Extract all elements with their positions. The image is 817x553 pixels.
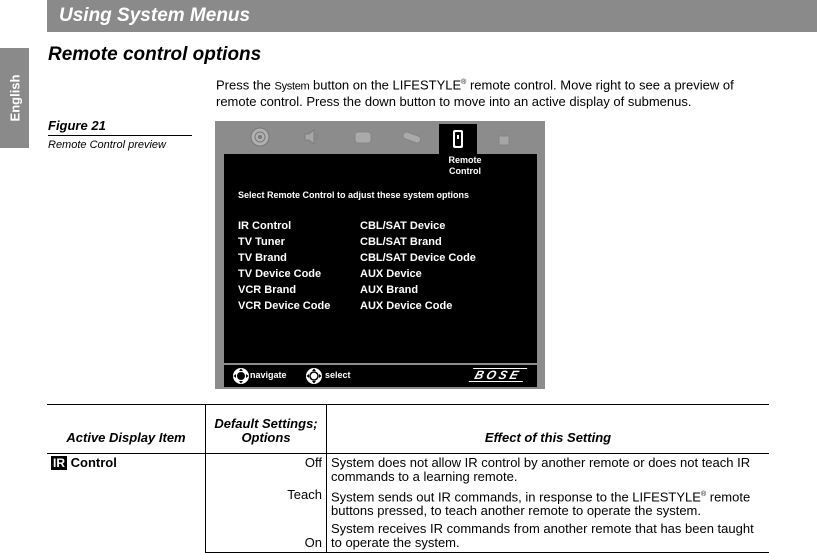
- registered-mark: ®: [700, 491, 707, 498]
- header-bar: [47, 0, 817, 32]
- bose-logo: BOSE: [469, 368, 528, 382]
- figure-caption: Remote Control preview: [48, 139, 166, 151]
- tv-icon: [352, 126, 374, 148]
- menu-option-ir-control[interactable]: IR Control: [238, 220, 292, 232]
- remote-control-panel: [224, 154, 537, 364]
- header-default-line1: Default Settings;: [214, 416, 318, 431]
- active-menu-label: [438, 155, 492, 177]
- select-label: select: [325, 370, 351, 380]
- menu-option-cbl-sat-device[interactable]: CBL/SAT Device: [360, 220, 446, 232]
- effect-teach-part2: remote buttons pressed, to teach another remote to operate the system.: [331, 489, 751, 519]
- header-effect: Effect of this Setting: [327, 405, 770, 454]
- system-button-name: System: [274, 80, 310, 93]
- option-off: Off: [206, 454, 327, 487]
- registered-mark: ®: [461, 79, 467, 86]
- figure-label: [48, 118, 192, 151]
- ir-badge: IR: [53, 456, 65, 470]
- header-default-settings: [206, 405, 327, 454]
- active-label-line2: Control: [449, 166, 481, 176]
- item-cell: [47, 454, 206, 553]
- audio-disc-icon: [249, 126, 271, 148]
- effect-off: System does not allow IR control by another remote or does not teach IR commands to a learning remote.: [331, 455, 751, 484]
- effect-teach-part1: System sends out IR commands, in response to the LIFESTYLE: [331, 489, 701, 505]
- navigate-label: navigate: [250, 370, 287, 380]
- system-menu-icon-row: [215, 121, 545, 155]
- intro-part2: button on the LIFESTYLE: [309, 77, 462, 93]
- screen-bottom-bar: [224, 363, 537, 387]
- header-default-line2: Options: [241, 430, 291, 445]
- options-left-column: [238, 218, 330, 314]
- effect-teach: [327, 486, 770, 520]
- intro-part3: remote control. Move right to see a preview of remote control. Press the down button to move into an active display of submenus.: [216, 77, 734, 110]
- panel-instruction: Select Remote Control to adjust these system options: [238, 190, 470, 200]
- lock-icon: [493, 126, 515, 148]
- remote-control-icon: [439, 124, 477, 155]
- menu-option-vcr-device-code[interactable]: VCR Device Code: [238, 300, 331, 312]
- option-on: On: [206, 520, 327, 553]
- speaker-icon: [301, 126, 323, 148]
- intro-paragraph: [216, 75, 776, 110]
- page-header-title: Using System Menus: [59, 5, 251, 26]
- menu-option-aux-brand[interactable]: AUX Brand: [360, 284, 419, 296]
- language-label: English: [7, 74, 22, 122]
- menu-option-tv-brand[interactable]: TV Brand: [238, 252, 287, 264]
- active-label-line1: Remote: [448, 155, 482, 165]
- options-right-column: [360, 218, 476, 314]
- menu-option-cbl-sat-brand[interactable]: CBL/SAT Brand: [360, 236, 442, 248]
- menu-option-cbl-sat-device-code[interactable]: CBL/SAT Device Code: [360, 252, 476, 264]
- menu-option-tv-tuner[interactable]: TV Tuner: [238, 236, 285, 248]
- menu-option-aux-device-code[interactable]: AUX Device Code: [360, 300, 453, 312]
- figure-number: Figure 21: [48, 118, 192, 136]
- remote-tilted-icon: [401, 126, 423, 148]
- header-active-display-item: Active Display Item: [47, 405, 206, 454]
- menu-option-tv-device-code[interactable]: TV Device Code: [238, 268, 322, 280]
- section-title: Remote control options: [48, 44, 262, 65]
- select-pad-icon: [305, 367, 323, 385]
- effect-on: System receives IR commands from another remote that has been taught to operate the system.: [327, 520, 770, 553]
- menu-option-vcr-brand[interactable]: VCR Brand: [238, 284, 297, 296]
- navigate-pad-icon: [232, 367, 250, 385]
- table-header-row: [47, 405, 769, 454]
- intro-part1: Press the: [216, 77, 275, 93]
- language-side-tab: [0, 48, 29, 148]
- option-teach: Teach: [206, 486, 327, 520]
- table-row: [47, 454, 769, 487]
- menu-option-aux-device[interactable]: AUX Device: [360, 268, 422, 280]
- item-name: Control: [67, 455, 117, 470]
- settings-table: [47, 404, 769, 553]
- remote-control-preview-screen: [215, 121, 545, 389]
